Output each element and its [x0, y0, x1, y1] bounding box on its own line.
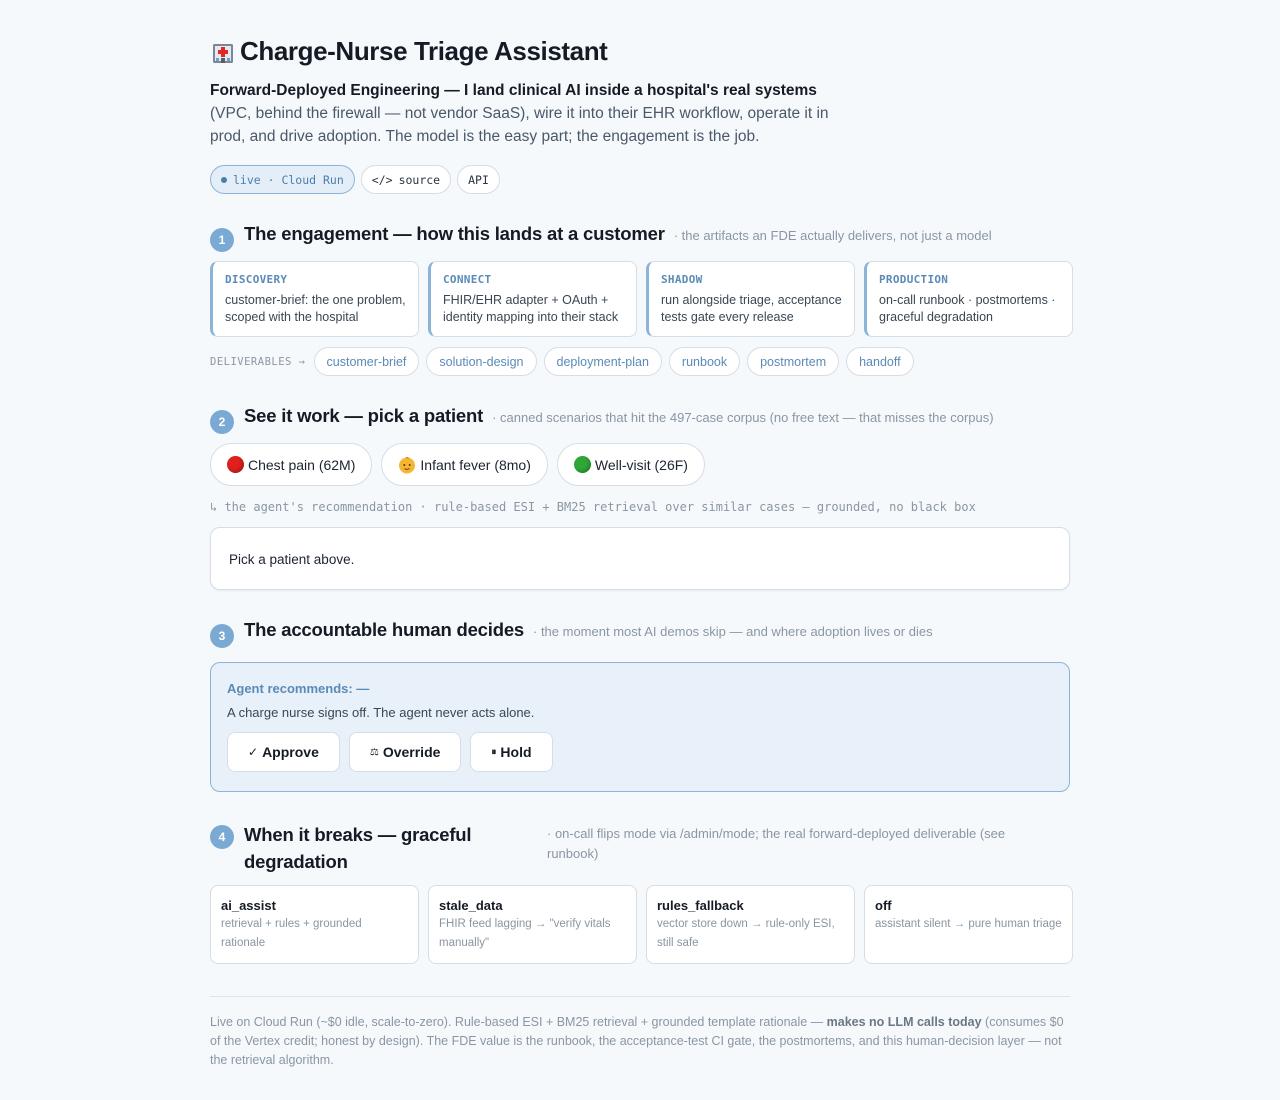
- deliverables-label: DELIVERABLES →: [210, 355, 306, 368]
- hold-button[interactable]: [470, 732, 552, 772]
- degradation-modes: [210, 885, 1073, 964]
- footer-bold: makes no LLM calls today: [826, 1015, 982, 1029]
- patient-label: Infant fever (8mo): [420, 456, 531, 473]
- patient-well-visit-button[interactable]: [557, 443, 705, 486]
- section-4-header: [210, 821, 1070, 875]
- section-1-header: [210, 223, 992, 248]
- deliverable-handoff[interactable]: handoff: [846, 347, 913, 376]
- phase-name: PRODUCTION: [879, 273, 949, 286]
- mode-desc: assistant silent → pure human triage: [875, 918, 1062, 930]
- hospital-icon: [210, 39, 236, 65]
- section-3-header: [210, 619, 933, 644]
- patient-picker: [210, 443, 705, 486]
- patient-label: Well-visit (26F): [594, 456, 688, 473]
- mode-desc: vector store down → rule-only ESI, still safe: [657, 918, 835, 949]
- intro-text: [210, 79, 860, 148]
- intro-rest: (VPC, behind the firewall — not vendor SaaS), wire it into their EHR workflow, operate it in prod, and drive adoption. The model is the easy part; the engagement is the job.: [210, 105, 829, 145]
- recommendation-output: [210, 527, 1070, 590]
- section-note: · the moment most AI demos skip — and where adoption lives or dies: [533, 624, 933, 639]
- page-title: Charge-Nurse Triage Assistant: [240, 36, 608, 66]
- deliverable-deployment-plan[interactable]: deployment-plan: [544, 347, 662, 376]
- api-link[interactable]: [457, 165, 500, 194]
- footer-divider: [210, 996, 1070, 997]
- mode-name: stale_data: [439, 898, 503, 913]
- pause-icon: ⏸: [491, 746, 497, 758]
- phase-desc: on-call runbook · postmortems · graceful degradation: [879, 293, 1056, 324]
- link-pills: [210, 165, 500, 194]
- section-note: · canned scenarios that hit the 497-case corpus (no free text — that misses the corpus): [492, 410, 994, 425]
- phase-card-connect: [428, 261, 637, 337]
- source-label: source: [398, 172, 441, 187]
- mode-desc: FHIR feed lagging → "verify vitals manually": [439, 918, 611, 949]
- mode-name: rules_fallback: [657, 898, 744, 913]
- decision-buttons: [227, 732, 1053, 772]
- deliverable-postmortem[interactable]: postmortem: [747, 347, 839, 376]
- section-note: · the artifacts an FDE actually delivers, not just a model: [673, 228, 992, 243]
- phase-card-shadow: [646, 261, 855, 337]
- patient-label: Chest pain (62M): [248, 456, 356, 473]
- mode-name: off: [875, 898, 892, 913]
- section-title: When it breaks — graceful degradation: [244, 824, 472, 872]
- title-row: [210, 36, 607, 67]
- footer-after: (consumes $0 of the Vertex credit; honest by design). The FDE value is the runbook, the acceptance-test CI gate, the postmortems, and this human-decision layer — not the retrieval algorithm.: [210, 1015, 1064, 1067]
- live-status-pill[interactable]: [210, 165, 355, 194]
- phase-name: DISCOVERY: [225, 273, 288, 286]
- mode-card-ai-assist: [210, 885, 419, 964]
- mode-desc: retrieval + rules + grounded rationale: [221, 918, 362, 949]
- green-circle-icon: [574, 456, 591, 473]
- button-label: Hold: [500, 744, 532, 760]
- phase-name: CONNECT: [443, 273, 492, 286]
- footer-text: [210, 1013, 1070, 1070]
- section-title: The accountable human decides: [244, 619, 524, 640]
- patient-chest-pain-button[interactable]: [210, 443, 372, 486]
- baby-icon: [398, 456, 416, 474]
- agent-recommendation: Agent recommends: —: [227, 681, 370, 696]
- footer-before: Live on Cloud Run (~$0 idle, scale-to-zero). Rule-based ESI + BM25 retrieval + grounded template rationale —: [210, 1015, 827, 1029]
- button-label: Approve: [262, 744, 319, 760]
- source-link[interactable]: [361, 165, 451, 194]
- api-label: API: [468, 172, 489, 187]
- engagement-phases: [210, 261, 1073, 337]
- recommendation-placeholder: Pick a patient above.: [229, 552, 355, 567]
- section-number: 3: [210, 624, 234, 648]
- override-button[interactable]: [349, 732, 462, 772]
- code-icon: </>: [371, 172, 393, 187]
- approve-button[interactable]: [227, 732, 340, 772]
- phase-name: SHADOW: [661, 273, 703, 286]
- deliverable-runbook[interactable]: runbook: [669, 347, 740, 376]
- signoff-note: A charge nurse signs off. The agent never acts alone.: [227, 705, 535, 720]
- section-title: The engagement — how this lands at a customer: [244, 223, 665, 244]
- phase-card-discovery: [210, 261, 419, 337]
- mode-card-rules-fallback: [646, 885, 855, 964]
- section-2-header: [210, 405, 994, 430]
- deliverable-solution-design[interactable]: solution-design: [426, 347, 536, 376]
- live-dot-icon: [221, 177, 227, 183]
- intro-bold: Forward-Deployed Engineering — I land clinical AI inside a hospital's real systems: [210, 82, 817, 99]
- patient-infant-fever-button[interactable]: [381, 443, 548, 486]
- deliverable-customer-brief[interactable]: customer-brief: [314, 347, 420, 376]
- check-icon: ✓: [248, 745, 259, 759]
- section-number: 1: [210, 228, 234, 252]
- scales-icon: ⚖: [369, 746, 379, 758]
- section-note: · on-call flips mode via /admin/mode; the real forward-deployed deliverable (see runbook): [547, 826, 1006, 861]
- phase-desc: run alongside triage, acceptance tests gate every release: [661, 293, 842, 324]
- deliverables-row: [210, 347, 914, 376]
- live-label: live · Cloud Run: [233, 172, 344, 187]
- section-title: See it work — pick a patient: [244, 405, 484, 426]
- mode-card-off: [864, 885, 1073, 964]
- red-circle-icon: [227, 456, 244, 473]
- section-number: 2: [210, 410, 234, 434]
- button-label: Override: [382, 744, 441, 760]
- phase-desc: FHIR/EHR adapter + OAuth + identity mapping into their stack: [443, 293, 619, 324]
- recommendation-hint: ↳ the agent's recommendation · rule-based ESI + BM25 retrieval over similar cases — grounded, no black box: [210, 500, 976, 514]
- phase-card-production: [864, 261, 1073, 337]
- phase-desc: customer-brief: the one problem, scoped with the hospital: [225, 293, 406, 324]
- mode-name: ai_assist: [221, 898, 276, 913]
- mode-card-stale-data: [428, 885, 637, 964]
- human-decision-panel: [210, 662, 1070, 792]
- section-number: 4: [210, 825, 234, 849]
